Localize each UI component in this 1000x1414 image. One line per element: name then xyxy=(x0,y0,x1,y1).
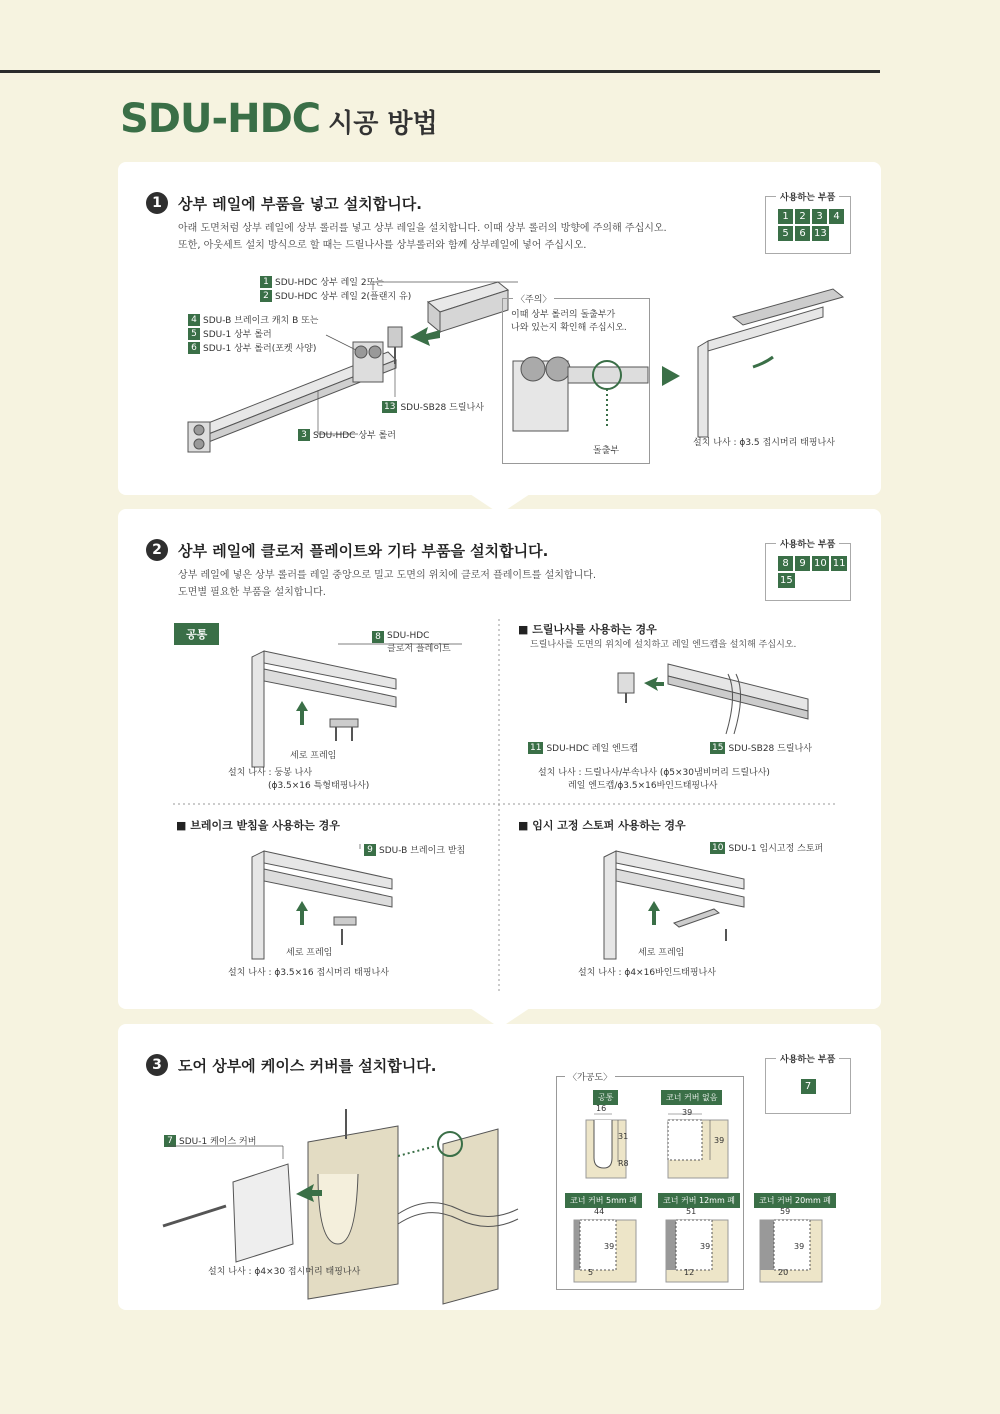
label-part-13: 13 SDU-SB28 드릴나사 xyxy=(384,401,484,413)
step2-card xyxy=(118,509,881,1009)
next-arrow-icon xyxy=(662,366,692,396)
step3-header xyxy=(146,1054,436,1076)
parts-label: 사용하는 부품 xyxy=(776,1052,839,1065)
part-number: 8 xyxy=(372,631,384,643)
drill-screw-note: 설치 나사 : 드릴나사/부속나사 (ϕ5×30냄비머리 드릴나사) 레일 엔드캡/ϕ3.5×16바인드태핑나사 xyxy=(538,768,770,791)
drill-rail-illustration xyxy=(608,659,818,749)
dim-cover5-width: 44 xyxy=(594,1207,605,1216)
step1-parts-box xyxy=(765,193,851,254)
step2-header xyxy=(146,539,548,561)
proc-cover5-tag: 코너 커버 5mm 폐 xyxy=(565,1193,642,1208)
dim-cover5-height: 39 xyxy=(604,1242,615,1251)
proc-no-cover-tag: 코너 커버 없음 xyxy=(661,1090,722,1105)
step1-header xyxy=(146,192,422,214)
dim-common-width: 16 xyxy=(596,1104,607,1113)
dim-common-height: 31 xyxy=(618,1132,629,1141)
step1-title: 상부 레일에 부품을 넣고 설치합니다. xyxy=(178,194,422,213)
part-number: 7 xyxy=(164,1135,176,1147)
stopper-frame-illustration xyxy=(604,849,754,959)
part-number: 3 xyxy=(298,429,310,441)
dim-cover12-width: 51 xyxy=(686,1207,697,1216)
label-part-5: 5 SDU-1 상부 롤러 xyxy=(188,327,272,340)
processing-label: 〈가공도〉 xyxy=(565,1070,615,1083)
dim-cover20-offset: 20 xyxy=(778,1268,789,1277)
dim-common-radius: R8 xyxy=(618,1159,629,1168)
part-number: 13 xyxy=(814,228,827,239)
part-number: 9 xyxy=(364,844,376,856)
brake-frame-label: 세로 프레임 xyxy=(286,948,333,958)
step1-description xyxy=(178,220,667,254)
step1-desc-line2: 또한, 아웃세트 설치 방식으로 할 때는 드릴나사를 상부롤러와 함께 상부레일에 넣어 주십시오. xyxy=(178,240,587,251)
step3-number: 3 xyxy=(146,1054,168,1076)
page-subtitle: 시공 방법 xyxy=(328,109,438,139)
proc-cover20-tag: 코너 커버 20mm 폐 xyxy=(754,1193,836,1208)
protrusion-label: 돌출부 xyxy=(593,446,620,456)
label-part-4: 4 SDU-B 브레이크 캐치 B 또는 xyxy=(188,313,319,326)
proc-bottom-diagrams xyxy=(568,1206,868,1296)
dim-cover20-height: 39 xyxy=(794,1242,805,1251)
page-title: SDU-HDC 시공 방법 xyxy=(120,96,438,142)
step1-desc-line1: 아래 도면처럼 상부 레일에 상부 롤러를 넣고 상부 레일을 설치합니다. 이때 상부 롤러의 방향에 주의해 주십시오. xyxy=(178,223,667,234)
parts-label: 사용하는 부품 xyxy=(776,190,839,203)
common-screw-note: 설치 나사 : 둥봉 나사 (ϕ3.5×16 특형태핑나사) xyxy=(228,768,370,791)
step1-rail-illustration xyxy=(178,272,558,472)
caution-box xyxy=(502,295,650,464)
stopper-screw-note: 설치 나사 : ϕ4×16바인드태핑나사 xyxy=(578,968,716,978)
label-part-3: 3 SDU-HDC 상부 롤러 xyxy=(298,428,396,441)
caution-roller-illustration xyxy=(503,339,651,459)
drill-section-title: ■ 드릴나사를 사용하는 경우 xyxy=(518,623,657,636)
step2-parts-box xyxy=(765,540,851,601)
step1-card xyxy=(118,162,881,495)
brake-frame-illustration xyxy=(252,849,402,959)
drill-section-desc: 드릴나사를 도면의 위치에 설치하고 레일 엔드캡을 설치해 주십시오. xyxy=(530,640,797,650)
label-part-6: 6 SDU-1 상부 롤러(포켓 사양) xyxy=(188,341,316,354)
label-part-9: 9 SDU-B 브레이크 받침 xyxy=(364,843,465,856)
dim-cover20-width: 59 xyxy=(780,1207,791,1216)
label-part-10: 10 SDU-1 임시고정 스토퍼 xyxy=(712,842,824,854)
part-number: 10 xyxy=(712,842,724,853)
part-number: 11 xyxy=(832,558,846,569)
common-tag: 공통 xyxy=(174,623,219,645)
top-rule xyxy=(0,70,880,73)
step3-card xyxy=(118,1024,881,1310)
part-number: 8 xyxy=(778,556,793,571)
step2-title: 상부 레일에 클로저 플레이트와 기타 부품을 설치합니다. xyxy=(178,541,549,560)
step1-number: 1 xyxy=(146,192,168,214)
brake-section-title: ■ 브레이크 받침을 사용하는 경우 xyxy=(176,819,340,832)
stopper-section-title: ■ 임시 고정 스토퍼 사용하는 경우 xyxy=(518,819,686,832)
part-number: 1 xyxy=(260,276,272,288)
dim-nocover-width: 39 xyxy=(682,1108,693,1117)
dim-nocover-height: 39 xyxy=(714,1136,725,1145)
label-part-11: 11 SDU-HDC 레일 엔드캡 xyxy=(530,742,639,754)
part-number: 1 xyxy=(778,209,793,224)
part-number: 11 xyxy=(530,742,542,753)
part-number: 5 xyxy=(188,328,200,340)
label-part-2: 2 SDU-HDC 상부 레일 2(플랜지 유) xyxy=(260,289,411,302)
part-number: 6 xyxy=(795,226,810,241)
part-number: 6 xyxy=(188,342,200,354)
part-number: 3 xyxy=(812,209,827,224)
step1-frame-illustration xyxy=(693,297,853,447)
part-number: 4 xyxy=(829,209,844,224)
step3-title: 도어 상부에 케이스 커버를 설치합니다. xyxy=(178,1056,437,1075)
proc-top-diagrams xyxy=(578,1102,778,1202)
part-number: 2 xyxy=(795,209,810,224)
part-number: 13 xyxy=(384,401,396,412)
dim-cover12-height: 39 xyxy=(700,1242,711,1251)
dim-cover5-offset: 5 xyxy=(588,1268,594,1277)
part-number: 5 xyxy=(778,226,793,241)
proc-cover12-tag: 코너 커버 12mm 폐 xyxy=(658,1193,740,1208)
caution-text: 이때 상부 롤러의 돌출부가 나와 있는지 확인해 주십시오. xyxy=(511,310,627,333)
label-part-8: 8 SDU-HDC 클로저 플레이트 xyxy=(372,631,451,654)
part-number: 9 xyxy=(795,556,810,571)
step2-number: 2 xyxy=(146,539,168,561)
part-number: 10 xyxy=(814,558,827,569)
part-number: 15 xyxy=(712,742,724,753)
caution-label: 〈주의〉 xyxy=(513,292,554,305)
step3-screw-note: 설치 나사 : ϕ4×30 접시머리 태핑나사 xyxy=(208,1267,361,1277)
stopper-frame-label: 세로 프레임 xyxy=(638,948,685,958)
step1-screw-note: 설치 나사 : ϕ3.5 접시머리 태핑나사 xyxy=(693,438,835,448)
parts-label: 사용하는 부품 xyxy=(776,537,839,550)
brake-screw-note: 설치 나사 : ϕ3.5×16 접시머리 태핑나사 xyxy=(228,968,389,978)
proc-common-tag: 공통 xyxy=(593,1090,618,1105)
part-number: 2 xyxy=(260,290,272,302)
part-number: 15 xyxy=(780,575,793,586)
part-number: 4 xyxy=(188,314,200,326)
label-part-7: 7 SDU-1 케이스 커버 xyxy=(164,1134,256,1147)
common-frame-label: 세로 프레임 xyxy=(290,751,337,761)
part-number: 7 xyxy=(801,1079,816,1094)
common-frame-illustration xyxy=(252,649,422,769)
label-part-15: 15 SDU-SB28 드릴나사 xyxy=(712,742,812,754)
step2-description: 상부 레일에 넣은 상부 롤러를 레일 중앙으로 밀고 도면의 위치에 클로저 플레이트를 설치합니다. 도면별 필요한 부품을 설치합니다. xyxy=(178,570,597,598)
label-part-1: 1 SDU-HDC 상부 레일 2또는 xyxy=(260,275,384,288)
dim-cover12-offset: 12 xyxy=(684,1268,695,1277)
